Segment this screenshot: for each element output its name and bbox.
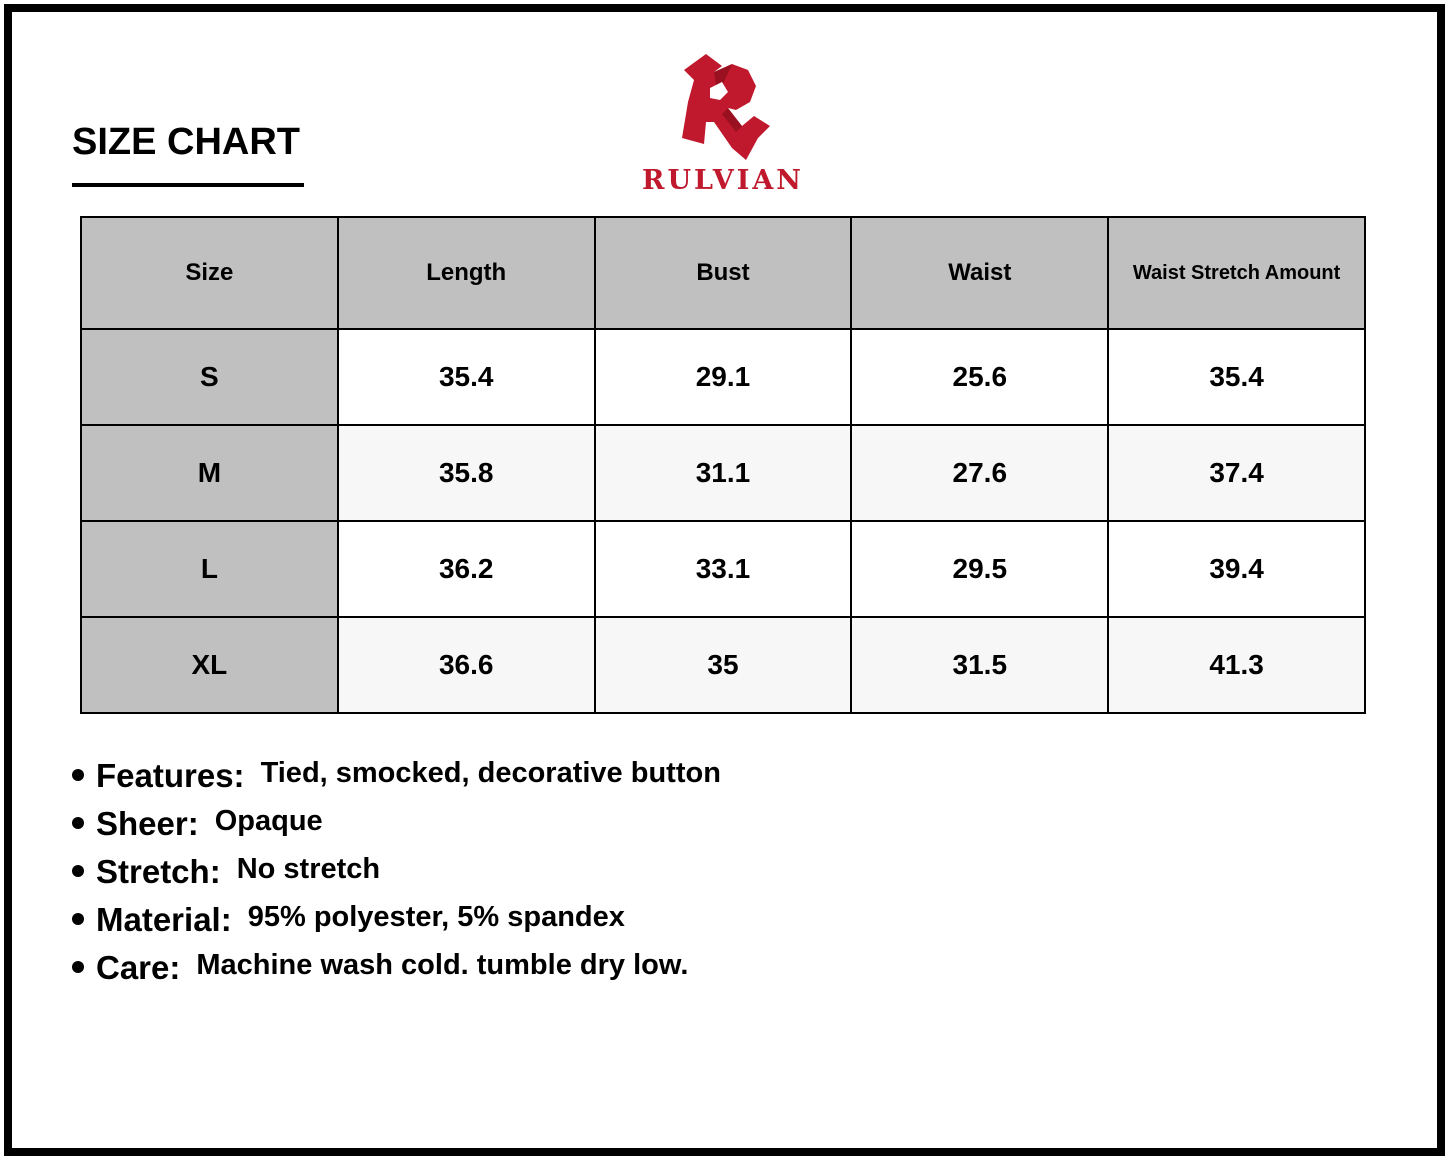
- feature-value: Opaque: [214, 804, 323, 837]
- waist-cell: 29.5: [851, 521, 1108, 617]
- brand-logo: [628, 52, 818, 202]
- length-cell: 35.4: [338, 329, 595, 425]
- waist-stretch-cell: 41.3: [1108, 617, 1365, 713]
- bullet-icon: [72, 961, 84, 973]
- size-cell: L: [81, 521, 338, 617]
- size-table: [80, 216, 1366, 714]
- title-underline: [72, 183, 304, 187]
- waist-stretch-cell: 35.4: [1108, 329, 1365, 425]
- feature-label: Sheer:: [96, 805, 199, 842]
- feature-item-sheer: [72, 800, 1272, 848]
- feature-item-stretch: [72, 848, 1272, 896]
- feature-item-features: [72, 752, 1272, 800]
- bullet-icon: [72, 769, 84, 781]
- feature-label: Material:: [96, 901, 232, 938]
- feature-label: Features:: [96, 757, 245, 794]
- bust-cell: 33.1: [595, 521, 852, 617]
- brand-wordmark: RULVIAN: [642, 165, 804, 196]
- waist-stretch-cell: 39.4: [1108, 521, 1365, 617]
- bust-cell: 31.1: [595, 425, 852, 521]
- header-bust: Bust: [595, 217, 852, 329]
- bust-cell: 35: [595, 617, 852, 713]
- size-cell: S: [81, 329, 338, 425]
- feature-item-care: [72, 944, 1272, 992]
- header-size: Size: [81, 217, 338, 329]
- table-row: [81, 329, 1365, 425]
- header-length: Length: [338, 217, 595, 329]
- feature-label: Care:: [96, 949, 181, 986]
- bullet-icon: [72, 817, 84, 829]
- feature-value: Tied, smocked, decorative button: [260, 756, 721, 789]
- header-waist: Waist: [851, 217, 1108, 329]
- feature-list: [72, 752, 1272, 992]
- brand-r-icon: [676, 52, 772, 162]
- feature-value: No stretch: [236, 852, 381, 885]
- size-cell: M: [81, 425, 338, 521]
- waist-cell: 27.6: [851, 425, 1108, 521]
- bullet-icon: [72, 913, 84, 925]
- table-row: [81, 521, 1365, 617]
- table-header-row: [81, 217, 1365, 329]
- page-title: SIZE CHART: [72, 121, 300, 163]
- size-cell: XL: [81, 617, 338, 713]
- feature-value: Machine wash cold. tumble dry low.: [196, 948, 689, 981]
- table-row: [81, 617, 1365, 713]
- waist-cell: 31.5: [851, 617, 1108, 713]
- waist-cell: 25.6: [851, 329, 1108, 425]
- table-row: [81, 425, 1365, 521]
- bullet-icon: [72, 865, 84, 877]
- length-cell: 36.2: [338, 521, 595, 617]
- feature-value: 95% polyester, 5% spandex: [247, 900, 625, 933]
- length-cell: 35.8: [338, 425, 595, 521]
- waist-stretch-cell: 37.4: [1108, 425, 1365, 521]
- bust-cell: 29.1: [595, 329, 852, 425]
- feature-item-material: [72, 896, 1272, 944]
- feature-label: Stretch:: [96, 853, 221, 890]
- header-waist-stretch: Waist Stretch Amount: [1108, 217, 1365, 329]
- length-cell: 36.6: [338, 617, 595, 713]
